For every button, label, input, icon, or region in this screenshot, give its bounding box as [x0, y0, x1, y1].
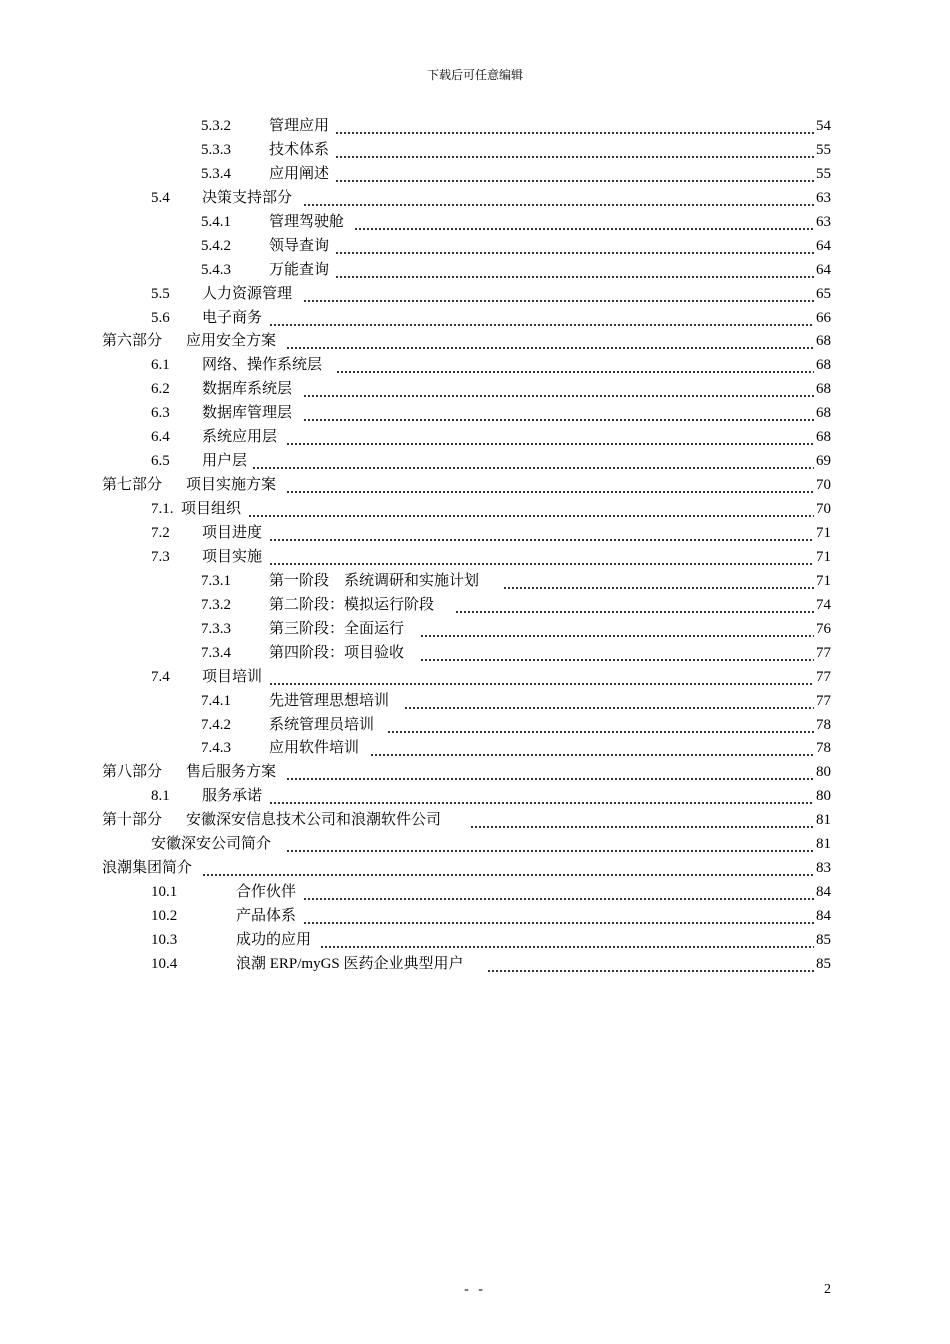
toc-entry-title: 应用阐述: [269, 165, 330, 182]
toc-entry-number: 5.4.2: [201, 237, 231, 254]
toc-entry-title: 应用软件培训: [269, 740, 360, 757]
toc-entry-page: 63: [816, 189, 831, 206]
toc-entry-number: 6.3: [151, 405, 170, 422]
toc-entry-title: 项目组织: [181, 501, 242, 518]
toc-dot-leader: [420, 617, 814, 641]
toc-entry-title: 合作伙伴: [236, 884, 297, 901]
toc-dot-leader: [487, 952, 814, 976]
toc-entry-page: 63: [816, 213, 831, 230]
toc-entry-title: 领导查询: [269, 237, 330, 254]
toc-entry-page: 68: [816, 429, 831, 446]
toc-entry-page: 84: [816, 884, 831, 901]
toc-entry-number: 7.4: [151, 668, 170, 685]
toc-entry-page: 64: [816, 237, 831, 254]
toc-entry[interactable]: [0, 808, 950, 832]
toc-entry[interactable]: [0, 425, 950, 449]
toc-entry-number: 5.3.2: [201, 118, 231, 134]
toc-entry-page: 77: [816, 668, 831, 685]
toc-entry-page: 71: [816, 524, 831, 541]
toc-entry[interactable]: [0, 545, 950, 569]
toc-entry-page: 77: [816, 692, 831, 709]
toc-entry-page: 66: [816, 309, 831, 326]
toc-entry[interactable]: [0, 114, 950, 138]
toc-dot-leader: [303, 904, 814, 928]
toc-entry-number: 5.5: [151, 285, 170, 302]
toc-entry-page: 74: [816, 596, 831, 613]
toc-entry-number: 5.6: [151, 309, 170, 326]
toc-entry-title: 项目进度: [202, 524, 263, 541]
toc-entry-page: 78: [816, 716, 831, 733]
toc-entry[interactable]: [0, 329, 950, 353]
toc-entry-title: 成功的应用: [236, 931, 312, 948]
toc-entry-number: 7.2: [151, 524, 170, 541]
toc-entry-number: 6.4: [151, 429, 170, 446]
toc-entry-number: 7.1.: [151, 501, 174, 518]
toc-entry-number: 5.3.4: [201, 165, 231, 182]
toc-entry[interactable]: [0, 760, 950, 784]
toc-entry[interactable]: [0, 736, 950, 760]
toc-entry-number: 第八部分: [102, 764, 163, 781]
toc-dot-leader: [335, 162, 814, 186]
toc-entry-title: 系统应用层: [202, 429, 278, 446]
toc-dot-leader: [286, 425, 814, 449]
toc-entry-title: 项目实施: [202, 548, 263, 565]
toc-entry[interactable]: [0, 377, 950, 401]
toc-entry-title: 安徽深安信息技术公司和浪潮软件公司: [186, 812, 442, 829]
toc-entry[interactable]: [0, 473, 950, 497]
toc-entry-page: 84: [816, 908, 831, 925]
toc-entry[interactable]: [0, 497, 950, 521]
toc-entry-title: 先进管理思想培训: [269, 692, 390, 709]
toc-entry-title: 项目培训: [202, 668, 263, 685]
toc-entry-title: 售后服务方案: [186, 764, 277, 781]
toc-entry[interactable]: [0, 234, 950, 258]
toc-entry[interactable]: [0, 138, 950, 162]
toc-entry-title: 项目实施方案: [186, 477, 277, 494]
toc-entry-page: 71: [816, 548, 831, 565]
toc-entry-number: 8.1: [151, 788, 170, 805]
toc-dot-leader: [303, 880, 814, 904]
toc-entry[interactable]: [0, 521, 950, 545]
toc-dot-leader: [269, 521, 814, 545]
toc-entry-page: 68: [816, 381, 831, 398]
toc-entry-title: 浪潮 ERP/myGS 医药企业典型用户: [236, 955, 464, 972]
toc-entry-title: 系统管理员培训: [269, 716, 375, 733]
toc-entry-page: 81: [816, 812, 831, 829]
toc-entry-number: 第十部分: [102, 812, 163, 829]
toc-entry-title: 第三阶段：全面运行: [269, 620, 405, 637]
toc-entry-number: 5.4.1: [201, 213, 231, 230]
toc-entry-title: 管理应用: [269, 118, 330, 134]
toc-dot-leader: [335, 138, 814, 162]
toc-entry-title: 用户层: [202, 453, 248, 470]
toc-entry-page: 77: [816, 644, 831, 661]
toc-entry-page: 69: [816, 453, 831, 470]
toc-entry-title: 决策支持部分: [202, 189, 293, 206]
toc-entry-page: 68: [816, 357, 831, 374]
toc-entry-title: 安徽深安公司简介: [151, 836, 272, 853]
toc-entry-number: 10.1: [151, 884, 178, 901]
toc-entry[interactable]: [0, 306, 950, 330]
toc-dot-leader: [354, 210, 814, 234]
toc-dot-leader: [320, 928, 814, 952]
toc-entry-page: 70: [816, 501, 831, 518]
toc-entry-title: 第二阶段：模拟运行阶段: [269, 596, 435, 613]
toc-entry-number: 7.3.1: [201, 572, 231, 589]
toc-entry-page: 65: [816, 285, 831, 302]
toc-dot-leader: [303, 186, 814, 210]
toc-entry-number: 6.2: [151, 381, 170, 398]
toc-entry[interactable]: [0, 784, 950, 808]
toc-dot-leader: [336, 353, 814, 377]
toc-entry[interactable]: [0, 832, 950, 856]
toc-entry-page: 54: [816, 118, 831, 134]
toc-entry-number: 7.3: [151, 548, 170, 565]
toc-dot-leader: [420, 641, 814, 665]
toc-entry-page: 55: [816, 165, 831, 182]
toc-dot-leader: [335, 114, 814, 138]
toc-dot-leader: [335, 234, 814, 258]
toc-dot-leader: [286, 329, 814, 353]
toc-entry-number: 7.3.2: [201, 596, 231, 613]
toc-dot-leader: [269, 545, 814, 569]
toc-entry[interactable]: [0, 210, 950, 234]
toc-entry[interactable]: [0, 904, 950, 928]
toc-dot-leader: [335, 258, 814, 282]
toc-entry[interactable]: [0, 713, 950, 737]
toc-dot-leader: [248, 497, 814, 521]
toc-entry-number: 10.4: [151, 955, 178, 972]
toc-entry[interactable]: [0, 162, 950, 186]
toc-entry[interactable]: [0, 617, 950, 641]
toc-entry[interactable]: [0, 689, 950, 713]
toc-entry-page: 55: [816, 141, 831, 158]
toc-dot-leader: [202, 856, 814, 880]
toc-entry-page: 80: [816, 788, 831, 805]
toc-dot-leader: [455, 593, 814, 617]
toc-entry-number: 7.3.3: [201, 620, 231, 637]
toc-entry-page: 80: [816, 764, 831, 781]
toc-entry[interactable]: [0, 401, 950, 425]
toc-dot-leader: [269, 306, 814, 330]
toc-entry-number: 5.4.3: [201, 261, 231, 278]
toc-dot-leader: [252, 449, 814, 473]
toc-entry-number: 6.5: [151, 453, 170, 470]
toc-entry-number: 7.4.1: [201, 692, 231, 709]
toc-entry-title: 人力资源管理: [202, 285, 293, 302]
toc-entry-page: 70: [816, 477, 831, 494]
toc-entry[interactable]: [0, 353, 950, 377]
page-number: 2: [824, 1282, 831, 1297]
toc-entry-number: 第七部分: [102, 477, 163, 494]
toc-dot-leader: [303, 377, 814, 401]
toc-dot-leader: [370, 736, 814, 760]
toc-entry-page: 81: [816, 836, 831, 853]
toc-entry-title: 应用安全方案: [186, 333, 277, 350]
toc-entry-title: 数据库系统层: [202, 381, 293, 398]
toc-entry[interactable]: [0, 282, 950, 306]
toc-entry-title: 万能查询: [269, 261, 330, 278]
toc-dot-leader: [387, 713, 814, 737]
toc-entry[interactable]: [0, 569, 950, 593]
toc-entry-number: 6.1: [151, 357, 170, 374]
toc-entry-page: 78: [816, 740, 831, 757]
toc-dot-leader: [303, 282, 814, 306]
toc-entry-number: 5.4: [151, 189, 170, 206]
toc-entry-number: 7.4.3: [201, 740, 231, 757]
toc-dot-leader: [303, 401, 814, 425]
toc-entry[interactable]: [0, 665, 950, 689]
toc-entry-page: 71: [816, 572, 831, 589]
toc-dot-leader: [404, 689, 814, 713]
toc-dot-leader: [286, 473, 814, 497]
toc-entry-title: 网络、操作系统层: [202, 357, 323, 374]
toc-entry-title: 服务承诺: [202, 788, 263, 805]
toc-entry-number: 7.4.2: [201, 716, 231, 733]
toc-entry-title: 电子商务: [202, 309, 263, 326]
toc-entry-title: 第一阶段 系统调研和实施计划: [269, 572, 480, 589]
toc-entry-title: 数据库管理层: [202, 405, 293, 422]
toc-entry-page: 68: [816, 405, 831, 422]
toc-entry-title: 管理驾驶舱: [269, 213, 345, 230]
toc-entry-title: 产品体系: [236, 908, 297, 925]
toc-entry-page: 76: [816, 620, 831, 637]
toc-entry[interactable]: [0, 593, 950, 617]
toc-dot-leader: [286, 760, 814, 784]
toc-entry[interactable]: [0, 928, 950, 952]
toc-entry-page: 85: [816, 955, 831, 972]
toc-entry-page: 68: [816, 333, 831, 350]
toc-dot-leader: [286, 832, 814, 856]
toc-entry[interactable]: [0, 952, 950, 976]
toc-entry[interactable]: [0, 856, 950, 880]
toc-entry[interactable]: [0, 880, 950, 904]
toc-entry[interactable]: [0, 186, 950, 210]
toc-entry-page: 83: [816, 860, 831, 877]
toc-entry[interactable]: [0, 641, 950, 665]
toc-entry[interactable]: [0, 449, 950, 473]
toc-dot-leader: [269, 784, 814, 808]
footer-marker: - -: [464, 1282, 486, 1297]
toc-entry-title: 技术体系: [269, 141, 330, 158]
toc-entry-page: 85: [816, 931, 831, 948]
toc-entry-page: 64: [816, 261, 831, 278]
toc-entry-number: 5.3.3: [201, 141, 231, 158]
toc-entry-number: 7.3.4: [201, 644, 231, 661]
toc-entry[interactable]: [0, 258, 950, 282]
toc-dot-leader: [470, 808, 814, 832]
toc-entry-number: 10.2: [151, 908, 178, 925]
toc-entry-title: 第四阶段：项目验收: [269, 644, 405, 661]
toc-entry-title: 浪潮集团简介: [102, 860, 193, 877]
toc-entry-number: 10.3: [151, 931, 178, 948]
page-header: 下载后可任意编辑: [426, 68, 523, 82]
toc-dot-leader: [503, 569, 814, 593]
toc-dot-leader: [269, 665, 814, 689]
toc-entry-number: 第六部分: [102, 333, 163, 350]
